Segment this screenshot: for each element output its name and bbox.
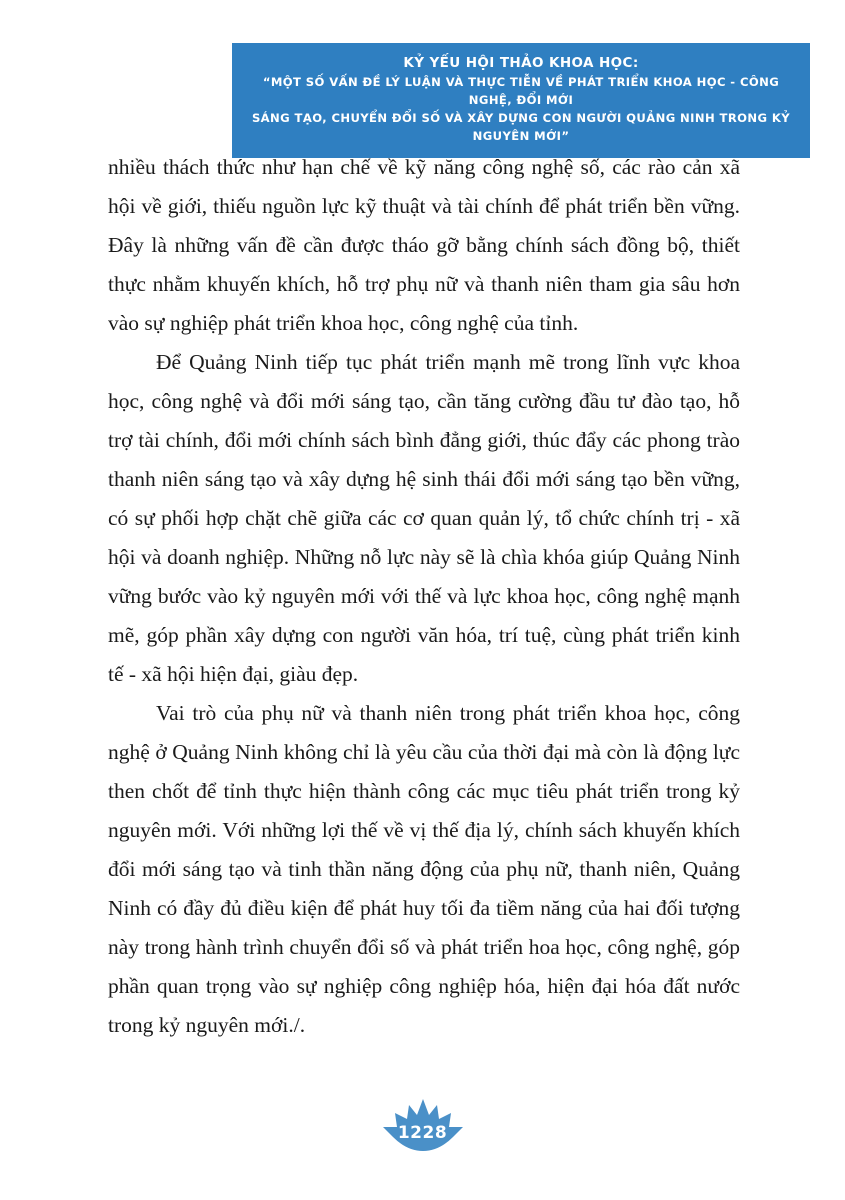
header-title-line-3: SÁNG TẠO, CHUYỂN ĐỔI SỐ VÀ XÂY DỰNG CON NGƯỜI QUẢNG NINH TRONG KỶ NGUYÊN MỚI” [251, 110, 791, 143]
page-number: 1228 [397, 1123, 448, 1143]
paragraph: nhiều thách thức như hạn chế về kỹ năng công nghệ số, các rào cản xã hội về giới, thiếu nguồn lực kỹ thuật và tài chính để phát triển bền vững. Đây là những vấn đề cần được tháo gỡ bằng chính sách đồng bộ, thiết thực nhằm khuyến khích, hỗ trợ phụ nữ và thanh niên tham gia sâu hơn vào sự nghiệp phát triển khoa học, công nghệ của tỉnh. [108, 155, 740, 335]
paragraph: Vai trò của phụ nữ và thanh niên trong phát triển khoa học, công nghệ ở Quảng Ninh không chỉ là yêu cầu của thời đại mà còn là động lực then chốt để tỉnh thực hiện thành công các mục tiêu phát triển trong kỷ nguyên mới. Với những lợi thế về vị thế địa lý, chính sách khuyến khích đổi mới sáng tạo và tinh thần năng động của phụ nữ, thanh niên, Quảng Ninh có đầy đủ điều kiện để phát huy tối đa tiềm năng của hai đối tượng này trong hành trình chuyển đổi số và phát triển hoa học, công nghệ, góp phần quan trọng vào sự nghiệp công nghiệp hóa, hiện đại hóa đất nước trong kỷ nguyên mới./. [108, 701, 740, 1037]
paragraph: Để Quảng Ninh tiếp tục phát triển mạnh mẽ trong lĩnh vực khoa học, công nghệ và đổi mới sáng tạo, cần tăng cường đầu tư đào tạo, hỗ trợ tài chính, đổi mới chính sách bình đẳng giới, thúc đẩy các phong trào thanh niên sáng tạo và xây dựng hệ sinh thái đổi mới sáng tạo bền vững, có sự phối hợp chặt chẽ giữa các cơ quan quản lý, tổ chức chính trị - xã hội và doanh nghiệp. Những nỗ lực này sẽ là chìa khóa giúp Quảng Ninh vững bước vào kỷ nguyên mới với thế và lực khoa học, công nghệ mạnh mẽ, góp phần xây dựng con người văn hóa, trí tuệ, cùng phát triển kinh tế - xã hội hiện đại, giàu đẹp. [108, 350, 740, 686]
header-title-line-2: “MỘT SỐ VẤN ĐỀ LÝ LUẬN VÀ THỰC TIỄN VỀ PHÁT TRIỂN KHOA HỌC - CÔNG NGHỆ, ĐỔI MỚI [262, 74, 780, 107]
page-body [108, 148, 740, 1045]
footer-ornament [377, 1095, 469, 1157]
page-footer [0, 1095, 845, 1162]
running-header-banner [232, 43, 810, 158]
header-title-line-1: KỶ YẾU HỘI THẢO KHOA HỌC: [403, 55, 639, 71]
